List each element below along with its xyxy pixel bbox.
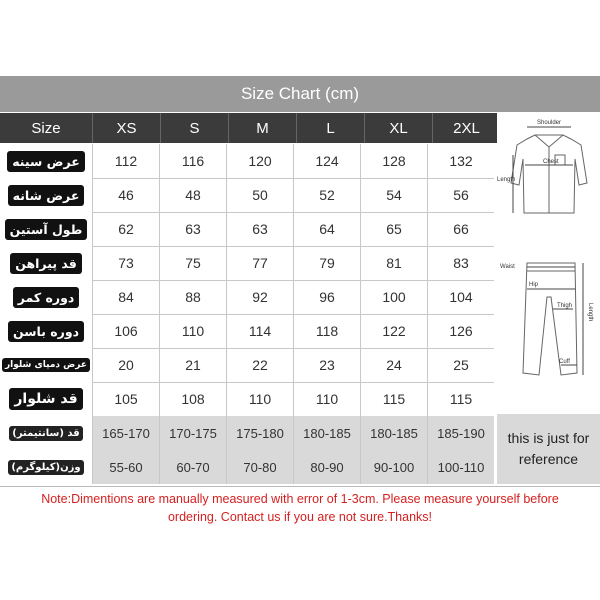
table-cell: 108 — [159, 382, 226, 416]
header-row — [0, 113, 500, 143]
sketch-waist-label: Waist — [500, 264, 515, 270]
table-row — [0, 280, 494, 315]
table-cell: 20 — [92, 348, 159, 382]
table-cell: 25 — [427, 348, 494, 382]
table-row — [0, 178, 494, 213]
row-label-text: دوره باسن — [8, 321, 84, 342]
sketch-length-label: Length — [497, 177, 516, 183]
note-line1: Note:Dimentions are manually measured with error of 1-3cm. Please measure yourself before — [41, 491, 559, 506]
table-cell: 23 — [293, 348, 360, 382]
row-label-text: قد شلوار — [9, 388, 82, 410]
table-cell: 170-175 — [159, 416, 226, 450]
row-label — [0, 280, 92, 314]
row-label-text: قد پیراهن — [10, 253, 82, 274]
table-cell: 114 — [226, 314, 293, 348]
table-cell: 126 — [427, 314, 494, 348]
row-label-text: عرض دمپای شلوار — [2, 358, 90, 372]
table-cell: 122 — [360, 314, 427, 348]
table-cell: 83 — [427, 246, 494, 280]
table-cell: 132 — [427, 144, 494, 178]
table-cell: 60-70 — [159, 450, 226, 484]
row-label — [0, 450, 92, 484]
size-header-xs: XS — [92, 113, 160, 143]
table-cell: 92 — [226, 280, 293, 314]
table-cell: 66 — [427, 212, 494, 246]
table-cell: 46 — [92, 178, 159, 212]
row-label — [0, 314, 92, 348]
table-cell: 64 — [293, 212, 360, 246]
sketch-thigh-label: Thigh — [557, 303, 573, 309]
garment-sketch-svg — [497, 113, 600, 413]
table-cell: 63 — [159, 212, 226, 246]
table-row — [0, 348, 494, 383]
table-cell: 55-60 — [92, 450, 159, 484]
sketch-cuff-label: Cuff — [559, 359, 570, 365]
chart-title: Size Chart (cm) — [0, 76, 600, 112]
row-label — [0, 144, 92, 178]
row-label — [0, 178, 92, 212]
table-row — [0, 144, 494, 179]
sketch-shoulder-label: Shoulder — [537, 120, 562, 126]
reference-note-line2: reference — [518, 451, 579, 467]
sketch-chest-label: Chest — [543, 159, 559, 165]
garment-sketch — [497, 113, 600, 413]
note-line2: ordering. Contact us if you are not sure.Thanks! — [167, 509, 433, 524]
reference-note — [497, 414, 600, 484]
table-cell: 165-170 — [92, 416, 159, 450]
table-cell: 84 — [92, 280, 159, 314]
size-header-m: M — [228, 113, 296, 143]
table-cell: 52 — [293, 178, 360, 212]
size-chart — [0, 76, 600, 527]
table-cell: 62 — [92, 212, 159, 246]
table-cell: 116 — [159, 144, 226, 178]
row-label — [0, 246, 92, 280]
table-cell: 80-90 — [293, 450, 360, 484]
table-cell: 110 — [226, 382, 293, 416]
table-cell: 115 — [427, 382, 494, 416]
row-label — [0, 382, 92, 416]
table-cell: 56 — [427, 178, 494, 212]
sketch-hip-label: Hip — [529, 282, 539, 288]
size-header-label: Size — [0, 113, 92, 143]
table-row — [0, 212, 494, 247]
row-label-text: طول آستین — [5, 219, 88, 240]
row-label-text: وزن(کیلوگرم) — [8, 460, 83, 475]
row-label — [0, 212, 92, 246]
table-cell: 24 — [360, 348, 427, 382]
table-cell: 180-185 — [293, 416, 360, 450]
table-cell: 100-110 — [427, 450, 494, 484]
table-cell: 73 — [92, 246, 159, 280]
table-cell: 75 — [159, 246, 226, 280]
size-header-l: L — [296, 113, 364, 143]
table-row — [0, 314, 494, 349]
table-cell: 180-185 — [360, 416, 427, 450]
height-row — [0, 416, 494, 450]
table-cell: 112 — [92, 144, 159, 178]
sketch-pants-length-label: Length — [587, 303, 593, 322]
table-cell: 106 — [92, 314, 159, 348]
shirt-icon — [511, 127, 587, 213]
weight-row — [0, 450, 494, 484]
table-cell: 88 — [159, 280, 226, 314]
table-cell: 90-100 — [360, 450, 427, 484]
size-header-s: S — [160, 113, 228, 143]
table-cell: 79 — [293, 246, 360, 280]
table-row — [0, 382, 494, 417]
table-cell: 81 — [360, 246, 427, 280]
size-header-2xl: 2XL — [432, 113, 500, 143]
table-cell: 124 — [293, 144, 360, 178]
table-cell: 77 — [226, 246, 293, 280]
row-label-text: دوره کمر — [13, 287, 80, 308]
table-cell: 70-80 — [226, 450, 293, 484]
table-cell: 175-180 — [226, 416, 293, 450]
table-cell: 54 — [360, 178, 427, 212]
table-cell: 105 — [92, 382, 159, 416]
pants-icon — [523, 263, 583, 375]
table-cell: 110 — [159, 314, 226, 348]
table-cell: 110 — [293, 382, 360, 416]
row-label — [0, 416, 92, 450]
table-cell: 63 — [226, 212, 293, 246]
table-cell: 21 — [159, 348, 226, 382]
reference-note-line1: this is just for — [507, 430, 590, 446]
table-cell: 120 — [226, 144, 293, 178]
table-cell: 128 — [360, 144, 427, 178]
table-cell: 50 — [226, 178, 293, 212]
table-cell: 100 — [360, 280, 427, 314]
table-row — [0, 246, 494, 281]
table-cell: 104 — [427, 280, 494, 314]
table-cell: 22 — [226, 348, 293, 382]
row-label-text: عرض شانه — [8, 185, 85, 206]
table-cell: 185-190 — [427, 416, 494, 450]
measurement-note — [0, 486, 600, 528]
table-cell: 118 — [293, 314, 360, 348]
size-header-xl: XL — [364, 113, 432, 143]
table-cell: 115 — [360, 382, 427, 416]
row-label-text: عرض سینه — [7, 151, 85, 172]
row-label — [0, 348, 92, 382]
table-cell: 48 — [159, 178, 226, 212]
table-cell: 96 — [293, 280, 360, 314]
table-cell: 65 — [360, 212, 427, 246]
row-label-text: قد (سانتیمتر) — [9, 426, 82, 441]
